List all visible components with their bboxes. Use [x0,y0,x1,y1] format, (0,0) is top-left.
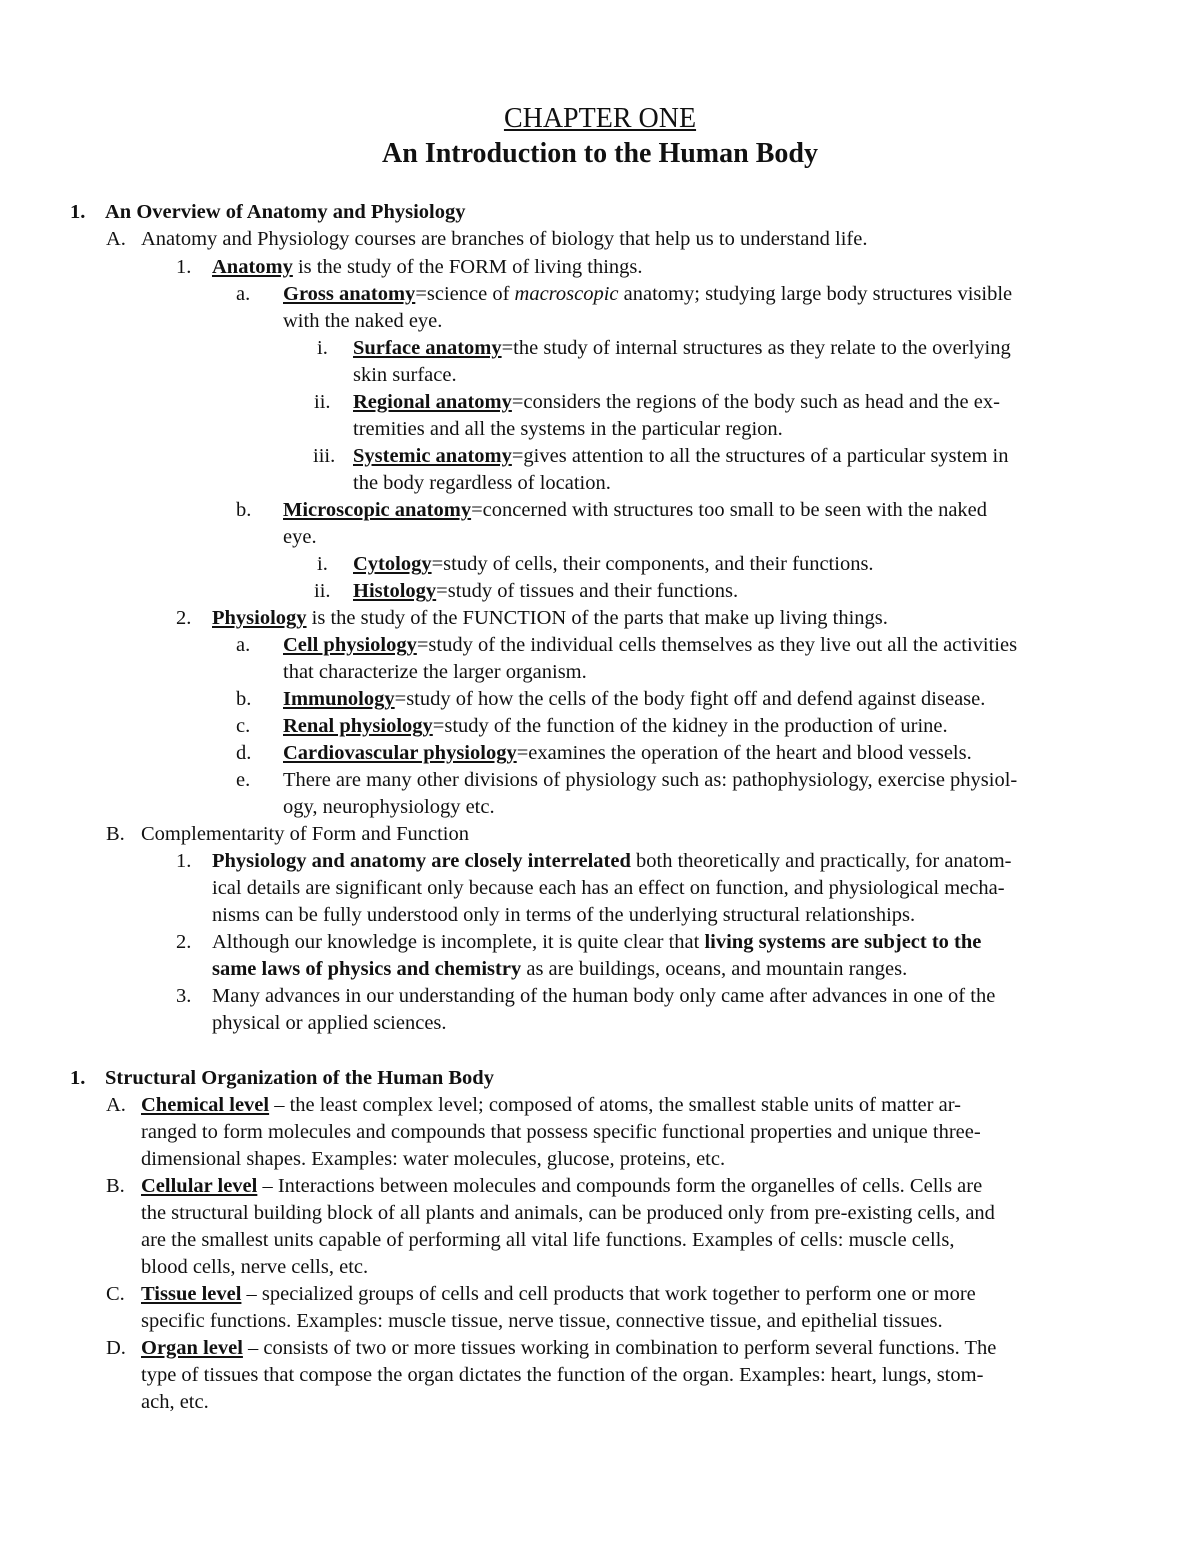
list-marker: B. [106,823,125,845]
definition: anatomy; studying large body structures visible [618,283,1013,305]
definition: is the study of the FORM of living things. [292,256,643,278]
term: Cellular level [141,1175,258,1197]
list-item-continuation: skin surface. [353,364,457,386]
list-marker: A. [106,1094,126,1116]
list-item-text [212,254,643,281]
definition: – specialized groups of cells and cell products that work together to perform one or more [241,1283,976,1305]
term: Organ level [141,1337,243,1359]
list-item-continuation: dimensional shapes. Examples: water molecules, glucose, proteins, etc. [141,1148,726,1170]
section-number: 1. [70,1067,86,1089]
bold-phrase: Physiology and anatomy are closely interrelated [212,850,631,872]
list-item-continuation: specific functions. Examples: muscle tissue, nerve tissue, connective tissue, and epithelial tissues. [141,1310,943,1332]
list-item-text: Complementarity of Form and Function [141,823,469,845]
list-marker: D. [106,1337,126,1359]
list-item-text [353,335,1011,362]
definition: =study of cells, their components, and their functions. [431,553,874,575]
list-item-continuation: the body regardless of location. [353,472,611,494]
list-item-text [212,605,888,632]
definition: – Interactions between molecules and compounds form the organelles of cells. Cells are [257,1175,983,1197]
chapter-subtitle: An Introduction to the Human Body [382,138,818,169]
list-item-continuation: ical details are significant only because each has an effect on function, and physiological mecha- [212,877,1005,899]
list-marker: e. [236,769,251,791]
section-number: 1. [70,201,86,223]
list-item-continuation: ach, etc. [141,1391,209,1413]
list-marker: ii. [314,580,331,602]
definition: =study of tissues and their functions. [436,580,739,602]
text: as are buildings, oceans, and mountain ranges. [521,958,908,980]
list-item-text: Many advances in our understanding of the human body only came after advances in one of the [212,985,996,1007]
list-item-continuation: ranged to form molecules and compounds that possess specific functional properties and unique three- [141,1121,981,1143]
list-marker: d. [236,742,252,764]
list-item-text [283,686,985,713]
list-item-continuation: physical or applied sciences. [212,1012,447,1034]
list-item-continuation: that characterize the larger organism. [283,661,587,683]
list-item-text [141,1281,976,1308]
list-marker: a. [236,283,251,305]
definition: =considers the regions of the body such as head and the ex- [511,391,1000,413]
list-item-continuation: the structural building block of all plants and animals, can be produced only from pre-existing cells, and [141,1202,995,1224]
list-marker: C. [106,1283,125,1305]
term: Microscopic anatomy [283,499,472,521]
list-item-continuation [212,956,907,983]
term: Tissue level [141,1283,242,1305]
list-marker: B. [106,1175,125,1197]
definition: – the least complex level; composed of atoms, the smallest stable units of matter ar- [269,1094,961,1116]
section-heading: Structural Organization of the Human Body [105,1067,494,1089]
list-item-text [353,443,1008,470]
list-marker: a. [236,634,251,656]
list-marker: ii. [314,391,331,413]
list-marker: 2. [176,931,192,953]
list-marker: 1. [176,850,192,872]
list-item-text [353,389,1000,416]
term: Surface anatomy [353,337,502,359]
term: Cytology [353,553,432,575]
definition: – consists of two or more tissues working in combination to perform several functions. The [242,1337,997,1359]
term: Immunology [283,688,395,710]
term: Gross anatomy [283,283,416,305]
list-marker: A. [106,228,126,250]
list-item-text: There are many other divisions of physiology such as: pathophysiology, exercise physiol- [283,769,1018,791]
definition: =the study of internal structures as they relate to the overlying [501,337,1011,359]
definition: =study of the function of the kidney in the production of urine. [432,715,948,737]
term: Histology [353,580,437,602]
list-marker: 2. [176,607,192,629]
list-item-continuation: blood cells, nerve cells, etc. [141,1256,369,1278]
definition: =examines the operation of the heart and blood vessels. [516,742,972,764]
list-item-text [212,929,981,956]
list-item-continuation: eye. [283,526,317,548]
list-marker: i. [317,337,328,359]
term: Regional anatomy [353,391,512,413]
list-item-continuation: tremities and all the systems in the particular region. [353,418,783,440]
term: Systemic anatomy [353,445,512,467]
definition: =study of how the cells of the body fight off and defend against disease. [394,688,986,710]
list-item-text: Anatomy and Physiology courses are branches of biology that help us to understand life. [141,228,868,250]
term: Physiology [212,607,307,629]
chapter-title: CHAPTER ONE [503,103,697,134]
list-marker: 3. [176,985,192,1007]
list-marker: c. [236,715,251,737]
list-marker: b. [236,499,252,521]
term: Anatomy [212,256,293,278]
term: Chemical level [141,1094,270,1116]
list-item-text [141,1092,961,1119]
list-item-continuation: nisms can be fully understood only in terms of the underlying structural relationships. [212,904,916,926]
definition: =gives attention to all the structures of a particular system in [511,445,1009,467]
list-item-text [353,578,738,605]
definition: =study of the individual cells themselves as they live out all the activities [416,634,1018,656]
list-item-continuation: ogy, neurophysiology etc. [283,796,495,818]
list-item-text [141,1335,996,1362]
list-item-text [283,281,1012,308]
list-item-text [353,551,874,578]
term: Renal physiology [283,715,433,737]
list-marker: b. [236,688,252,710]
definition: is the study of the FUNCTION of the parts that make up living things. [306,607,888,629]
list-marker: iii. [313,445,336,467]
list-item-text [283,497,987,524]
italic-word: macroscopic [514,283,619,305]
list-item-continuation: are the smallest units capable of performing all vital life functions. Examples of cells: muscle cells, [141,1229,955,1251]
list-item-text [141,1173,982,1200]
list-item-text [283,632,1017,659]
list-marker: i. [317,553,328,575]
bold-phrase: living systems are subject to the [704,931,982,953]
term: Cell physiology [283,634,417,656]
definition: =concerned with structures too small to be seen with the naked [471,499,988,521]
list-item-text [212,848,1012,875]
list-item-continuation: with the naked eye. [283,310,443,332]
bold-phrase: same laws of physics and chemistry [212,958,522,980]
list-item-text [283,740,972,767]
text: both theoretically and practically, for anatom- [630,850,1012,872]
list-item-continuation: type of tissues that compose the organ dictates the function of the organ. Examples: heart, lungs, stom- [141,1364,984,1386]
list-marker: 1. [176,256,192,278]
text: Although our knowledge is incomplete, it is quite clear that [212,931,705,953]
list-item-text [283,713,948,740]
definition: =science of [415,283,515,305]
section-heading: An Overview of Anatomy and Physiology [105,201,466,223]
term: Cardiovascular physiology [283,742,517,764]
